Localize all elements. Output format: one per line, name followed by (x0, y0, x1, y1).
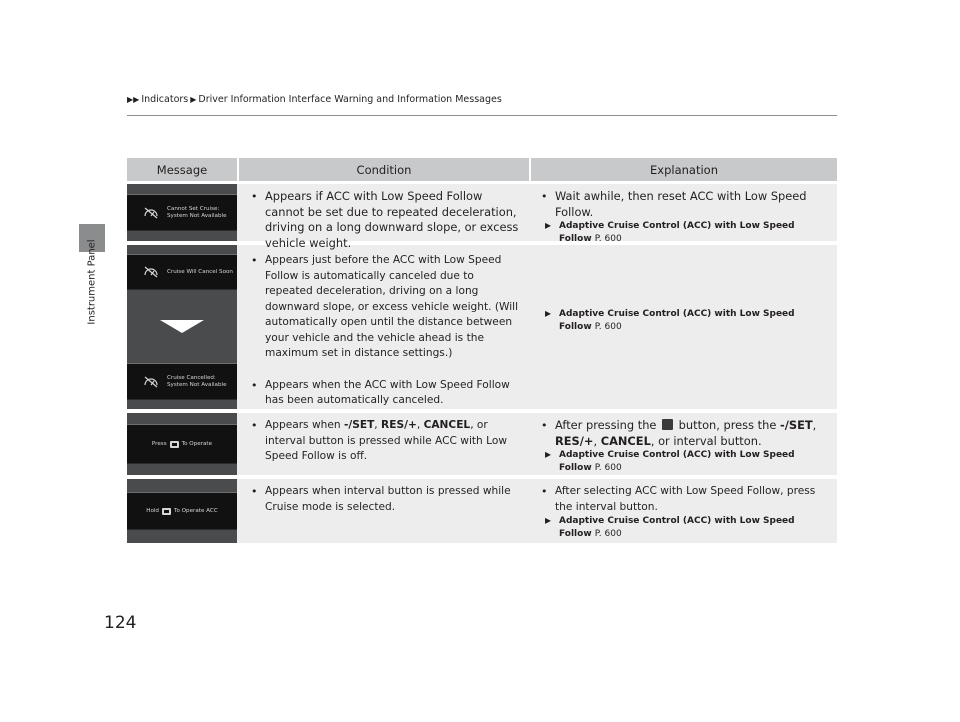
explanation-cell (529, 245, 837, 409)
key-res-label: RES/+ (381, 419, 417, 431)
cruise-off-icon (143, 207, 159, 219)
xref-title[interactable]: Adaptive Cruise Control (ACC) with Low Speed Follow (559, 221, 795, 244)
screen-text-pre: Hold (146, 507, 159, 514)
message-cell (127, 413, 237, 475)
condition-cell (237, 413, 529, 475)
explanation-bullet: • After selecting ACC with Low Speed Follow, press the interval button. (537, 484, 829, 515)
xref-page[interactable]: P. 600 (594, 234, 622, 244)
section-side-label: Instrument Panel (86, 239, 98, 325)
breadcrumb-item-messages[interactable]: Driver Information Interface Warning and Information Messages (198, 94, 502, 105)
column-header-condition: Condition (237, 158, 529, 181)
text-part: Appears when (265, 419, 344, 431)
text-part: , (812, 418, 817, 432)
cruise-button-icon (662, 419, 673, 430)
display-message-screen (127, 363, 237, 400)
cross-reference-link[interactable] (537, 449, 829, 475)
xref-title[interactable]: Adaptive Cruise Control (ACC) with Low Speed Follow (559, 516, 795, 539)
condition-bullet: • Appears when interval button is pressed while Cruise mode is selected. (247, 484, 521, 515)
cruise-button-icon (170, 441, 179, 448)
table-row (127, 413, 837, 475)
key-res-label: RES/+ (555, 433, 594, 448)
explanation-cell (529, 479, 837, 543)
condition-bullet (247, 418, 521, 465)
screen-text-line1: Cruise Will Cancel Soon (167, 268, 233, 275)
text-part: , or interval button. (650, 433, 762, 448)
key-set-label: -/SET (779, 418, 813, 432)
condition-cell (237, 184, 529, 250)
screen-text-line1: Cruise Cancelled: (167, 374, 216, 381)
cross-reference-link[interactable] (537, 515, 829, 541)
cruise-off-icon (143, 376, 159, 388)
page-number: 124 (104, 613, 137, 633)
message-cell (127, 184, 237, 241)
cruise-off-icon (143, 266, 159, 278)
text-part: button, press the (675, 418, 780, 432)
explanation-bullet (537, 418, 829, 449)
display-message-screen (127, 194, 237, 231)
screen-text-line1: Cannot Set Cruise: (167, 205, 220, 212)
explanation-bullet: • Wait awhile, then reset ACC with Low Speed Follow. (537, 189, 829, 220)
xref-title[interactable]: Adaptive Cruise Control (ACC) with Low Speed Follow (559, 450, 795, 473)
arrow-right-icon: ▶ (190, 95, 197, 104)
double-arrow-icon: ▶▶ (127, 95, 140, 104)
message-cell (127, 479, 237, 543)
cross-reference-link[interactable] (537, 220, 829, 246)
text-part: , (416, 419, 424, 431)
screen-text-pre: Press (151, 440, 167, 447)
condition-bullet: • Appears when the ACC with Low Speed Follow has been automatically canceled. (247, 378, 521, 409)
xref-page[interactable]: P. 600 (594, 463, 622, 473)
display-message-screen (127, 254, 237, 290)
text-part: , (374, 419, 382, 431)
screen-text-line2: System Not Available (167, 381, 227, 388)
message-cell (127, 245, 237, 409)
breadcrumb (127, 94, 502, 105)
condition-bullet: • Appears just before the ACC with Low Speed Follow is automatically canceled due to repeated deceleration, driving on a long downward slope, or excess vehicle weight. (Will automatically open until the distance between your vehicle and the vehicle ahead is the maximum set in distance settings.) (247, 253, 521, 362)
explanation-cell (529, 184, 837, 244)
xref-page[interactable]: P. 600 (594, 529, 622, 539)
text-part: , or interval button is pressed while ACC with Low Speed Follow is off. (265, 419, 507, 462)
screen-text-line2: System Not Available (167, 212, 227, 219)
screen-text-post: To Operate ACC (173, 507, 218, 514)
condition-bullet: • Appears if ACC with Low Speed Follow cannot be set due to repeated deceleration, driving on a long downward slope, or excess vehicle weight. (247, 189, 521, 251)
display-message-screen (127, 492, 237, 530)
xref-title[interactable]: Adaptive Cruise Control (ACC) with Low Speed Follow (559, 309, 795, 332)
table-row (127, 479, 837, 543)
condition-cell (237, 245, 529, 409)
xref-page[interactable]: P. 600 (594, 322, 622, 332)
screen-text-post: To Operate (181, 440, 213, 447)
down-arrow-icon (160, 320, 204, 333)
key-set-label: -/SET (343, 419, 375, 431)
messages-table (127, 158, 837, 547)
key-cancel-label: CANCEL (423, 419, 471, 431)
text-part: , (593, 433, 601, 448)
table-row (127, 184, 837, 250)
cruise-button-icon (162, 508, 171, 515)
text-part: After pressing the (555, 418, 661, 432)
condition-cell (237, 479, 529, 543)
column-header-message: Message (156, 162, 208, 177)
table-row (127, 245, 837, 409)
key-cancel-label: CANCEL (600, 433, 651, 448)
column-header-explanation: Explanation (529, 158, 837, 181)
breadcrumb-item-indicators[interactable]: Indicators (141, 94, 189, 105)
display-message-screen (127, 424, 237, 464)
explanation-cell (529, 413, 837, 475)
table-header (127, 158, 837, 181)
cross-reference-link[interactable] (537, 308, 829, 334)
header-rule (127, 115, 837, 116)
